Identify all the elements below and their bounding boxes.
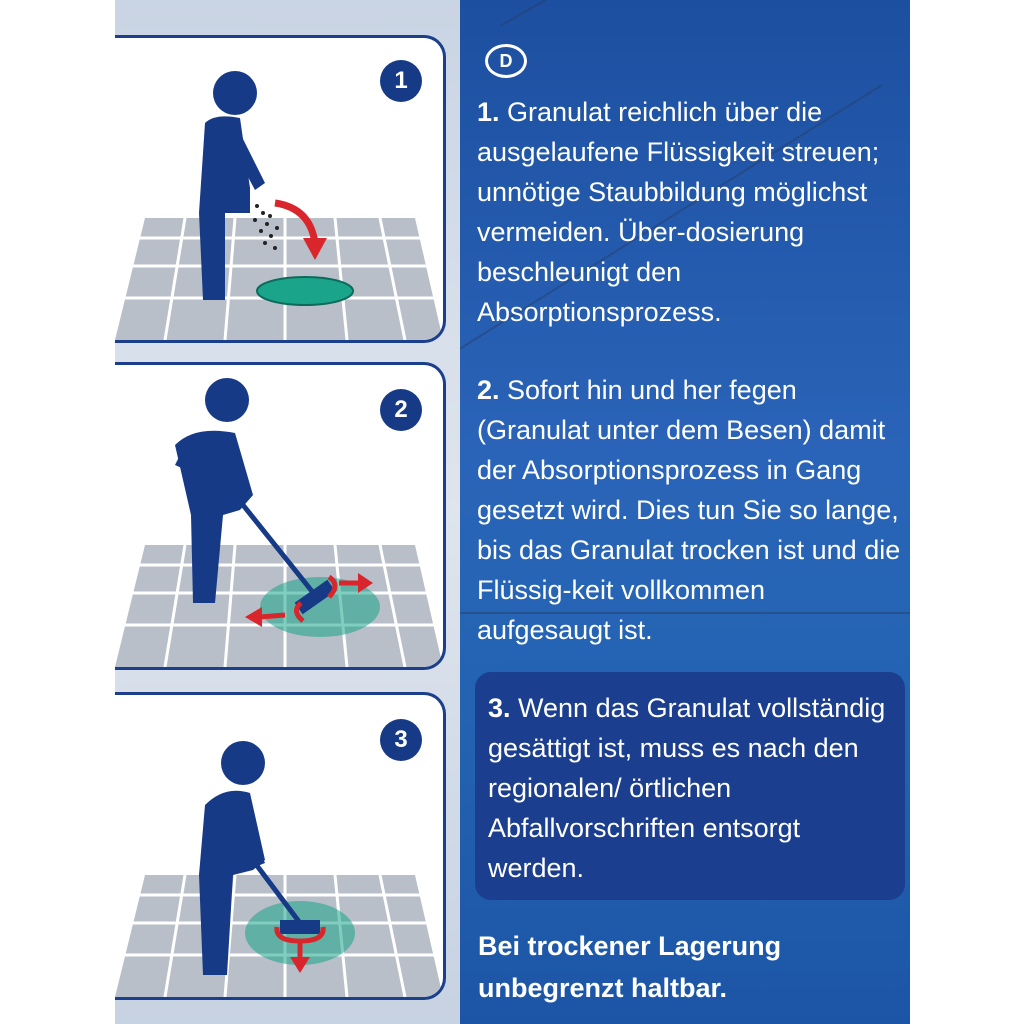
step-3-body: Wenn das Granulat vollständig gesättigt ist, muss es nach den regionalen/ örtlichen Abfallvorschriften entsorgt werden. [488, 693, 886, 883]
step-1-number: 1. [477, 97, 500, 127]
step-1-text [477, 92, 902, 332]
background-reflection-line [500, 0, 865, 27]
step-3-badge: 3 [380, 719, 422, 761]
step-1-body: Granulat reichlich über die ausgelaufene Flüssigkeit streuen; unnötige Staubbildung möglichst vermeiden. Über-dosierung beschleunigt den Absorptionsprozess. [477, 97, 880, 327]
step-3-number: 3. [488, 693, 511, 723]
storage-note: Bei trockener Lagerung unbegrenzt haltbar. [478, 931, 782, 1003]
step-3-text [488, 688, 888, 888]
step-2-badge: 2 [380, 389, 422, 431]
language-badge: D [485, 44, 527, 78]
instructions-panel [460, 0, 910, 1024]
step-1-illustration [115, 35, 446, 343]
step-2-illustration [115, 362, 446, 670]
step-3-illustration [115, 692, 446, 1000]
step-2-body: Sofort hin und her fegen (Granulat unter dem Besen) damit der Absorptionsprozess in Gang gesetzt wird. Dies tun Sie so lange, bis das Granulat trocken ist und die Flüssig-keit vollkommen aufgesaugt ist. [477, 375, 901, 645]
step-1-badge: 1 [380, 60, 422, 102]
step-2-number: 2. [477, 375, 500, 405]
step-2-text [477, 370, 902, 650]
